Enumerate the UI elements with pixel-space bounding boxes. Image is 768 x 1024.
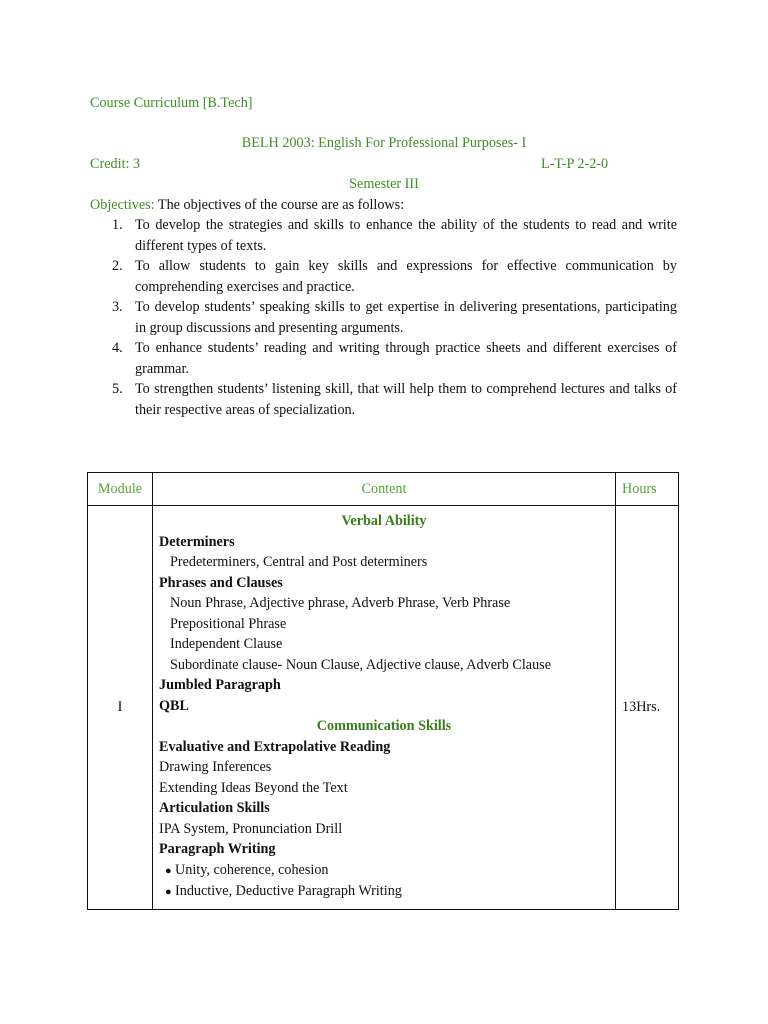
content-text: Determiners	[159, 533, 235, 550]
topic-heading	[159, 798, 609, 819]
content-text: IPA System, Pronunciation Drill	[159, 820, 343, 837]
objective-text: To allow students to gain key skills and expressions for effective communication by comprehending exercises and practice.	[135, 258, 677, 295]
topic-heading	[159, 675, 609, 696]
module-cell: I	[88, 506, 153, 910]
topic-heading	[159, 696, 609, 717]
topic-heading	[159, 737, 609, 758]
objective-number: 1.	[112, 217, 123, 233]
topic-text	[159, 819, 609, 840]
content-text: Jumbled Paragraph	[159, 677, 281, 693]
hours-header: Hours	[616, 473, 679, 506]
objective-number: 4.	[112, 340, 123, 356]
section-heading	[159, 511, 609, 532]
hours-cell: 13Hrs.	[616, 506, 679, 910]
content-text: Verbal Ability	[341, 513, 427, 529]
topic-heading	[159, 573, 609, 594]
course-title: Course Curriculum [B.Tech]	[90, 95, 253, 111]
content-text: Predeterminers, Central and Post determiners	[170, 554, 428, 570]
objective-text: To enhance students’ reading and writing through practice sheets and different exercises of grammar.	[135, 340, 677, 377]
table-row	[88, 506, 679, 910]
subtopic-text	[159, 634, 609, 655]
topic-heading	[159, 532, 609, 553]
objective-text: To strengthen students’ listening skill, that will help them to comprehend lectures and talks of their respective areas of specialization.	[135, 381, 677, 418]
content-text: Communication Skills	[316, 718, 452, 734]
subtopic-text	[159, 614, 609, 635]
curriculum-table	[87, 472, 679, 910]
objective-item	[90, 256, 677, 297]
objectives-label: Objectives:	[90, 197, 155, 213]
objectives-intro: The objectives of the course are as follows:	[154, 197, 405, 213]
objective-number: 3.	[112, 299, 123, 315]
content-text: Independent Clause	[170, 636, 283, 652]
objective-number: 2.	[112, 258, 123, 274]
objective-number: 5.	[112, 381, 123, 397]
objective-item	[90, 215, 677, 256]
content-text: Paragraph Writing	[159, 841, 276, 857]
content-text: Inductive, Deductive Paragraph Writing	[175, 883, 402, 899]
semester-text: Semester III	[349, 176, 419, 192]
ltp-text: L-T-P 2-2-0	[541, 156, 609, 172]
subtopic-text	[159, 655, 609, 676]
objective-item	[90, 338, 677, 379]
content-text: Subordinate clause- Noun Clause, Adjective clause, Adverb Clause	[170, 656, 551, 673]
module-header: Module	[88, 473, 153, 506]
content-text: Prepositional Phrase	[170, 615, 287, 632]
course-code-title: BELH 2003: English For Professional Purposes- I	[241, 135, 527, 151]
topic-text	[159, 757, 609, 778]
credit-text: Credit: 3	[90, 156, 141, 172]
table-header-row	[88, 473, 679, 506]
content-text: Phrases and Clauses	[159, 574, 283, 591]
topic-heading	[159, 839, 609, 860]
bullet-icon: ●	[165, 886, 172, 898]
topic-text	[159, 778, 609, 799]
content-text: Articulation Skills	[159, 800, 270, 816]
content-text: Drawing Inferences	[159, 759, 272, 775]
subtopic-text	[159, 552, 609, 573]
objective-item	[90, 297, 677, 338]
subtopic-text	[159, 593, 609, 614]
bullet-icon: ●	[165, 864, 172, 877]
objectives-list	[90, 215, 677, 420]
content-text: Evaluative and Extrapolative Reading	[159, 738, 391, 755]
content-text: QBL	[159, 697, 189, 714]
bullet-item	[159, 881, 609, 903]
content-cell	[153, 506, 616, 910]
objectives-line	[90, 195, 404, 216]
content-header: Content	[153, 473, 616, 506]
objective-text: To develop the strategies and skills to enhance the ability of the students to read and write different types of texts.	[135, 217, 677, 254]
content-text: Unity, coherence, cohesion	[175, 861, 329, 878]
objective-item	[90, 379, 677, 420]
section-heading	[159, 716, 609, 737]
objective-text: To develop students’ speaking skills to get expertise in delivering presentations, participating in group discussions and presenting arguments.	[135, 299, 677, 336]
content-text: Noun Phrase, Adjective phrase, Adverb Phrase, Verb Phrase	[170, 595, 511, 611]
bullet-item	[159, 860, 609, 882]
content-text: Extending Ideas Beyond the Text	[159, 779, 348, 796]
